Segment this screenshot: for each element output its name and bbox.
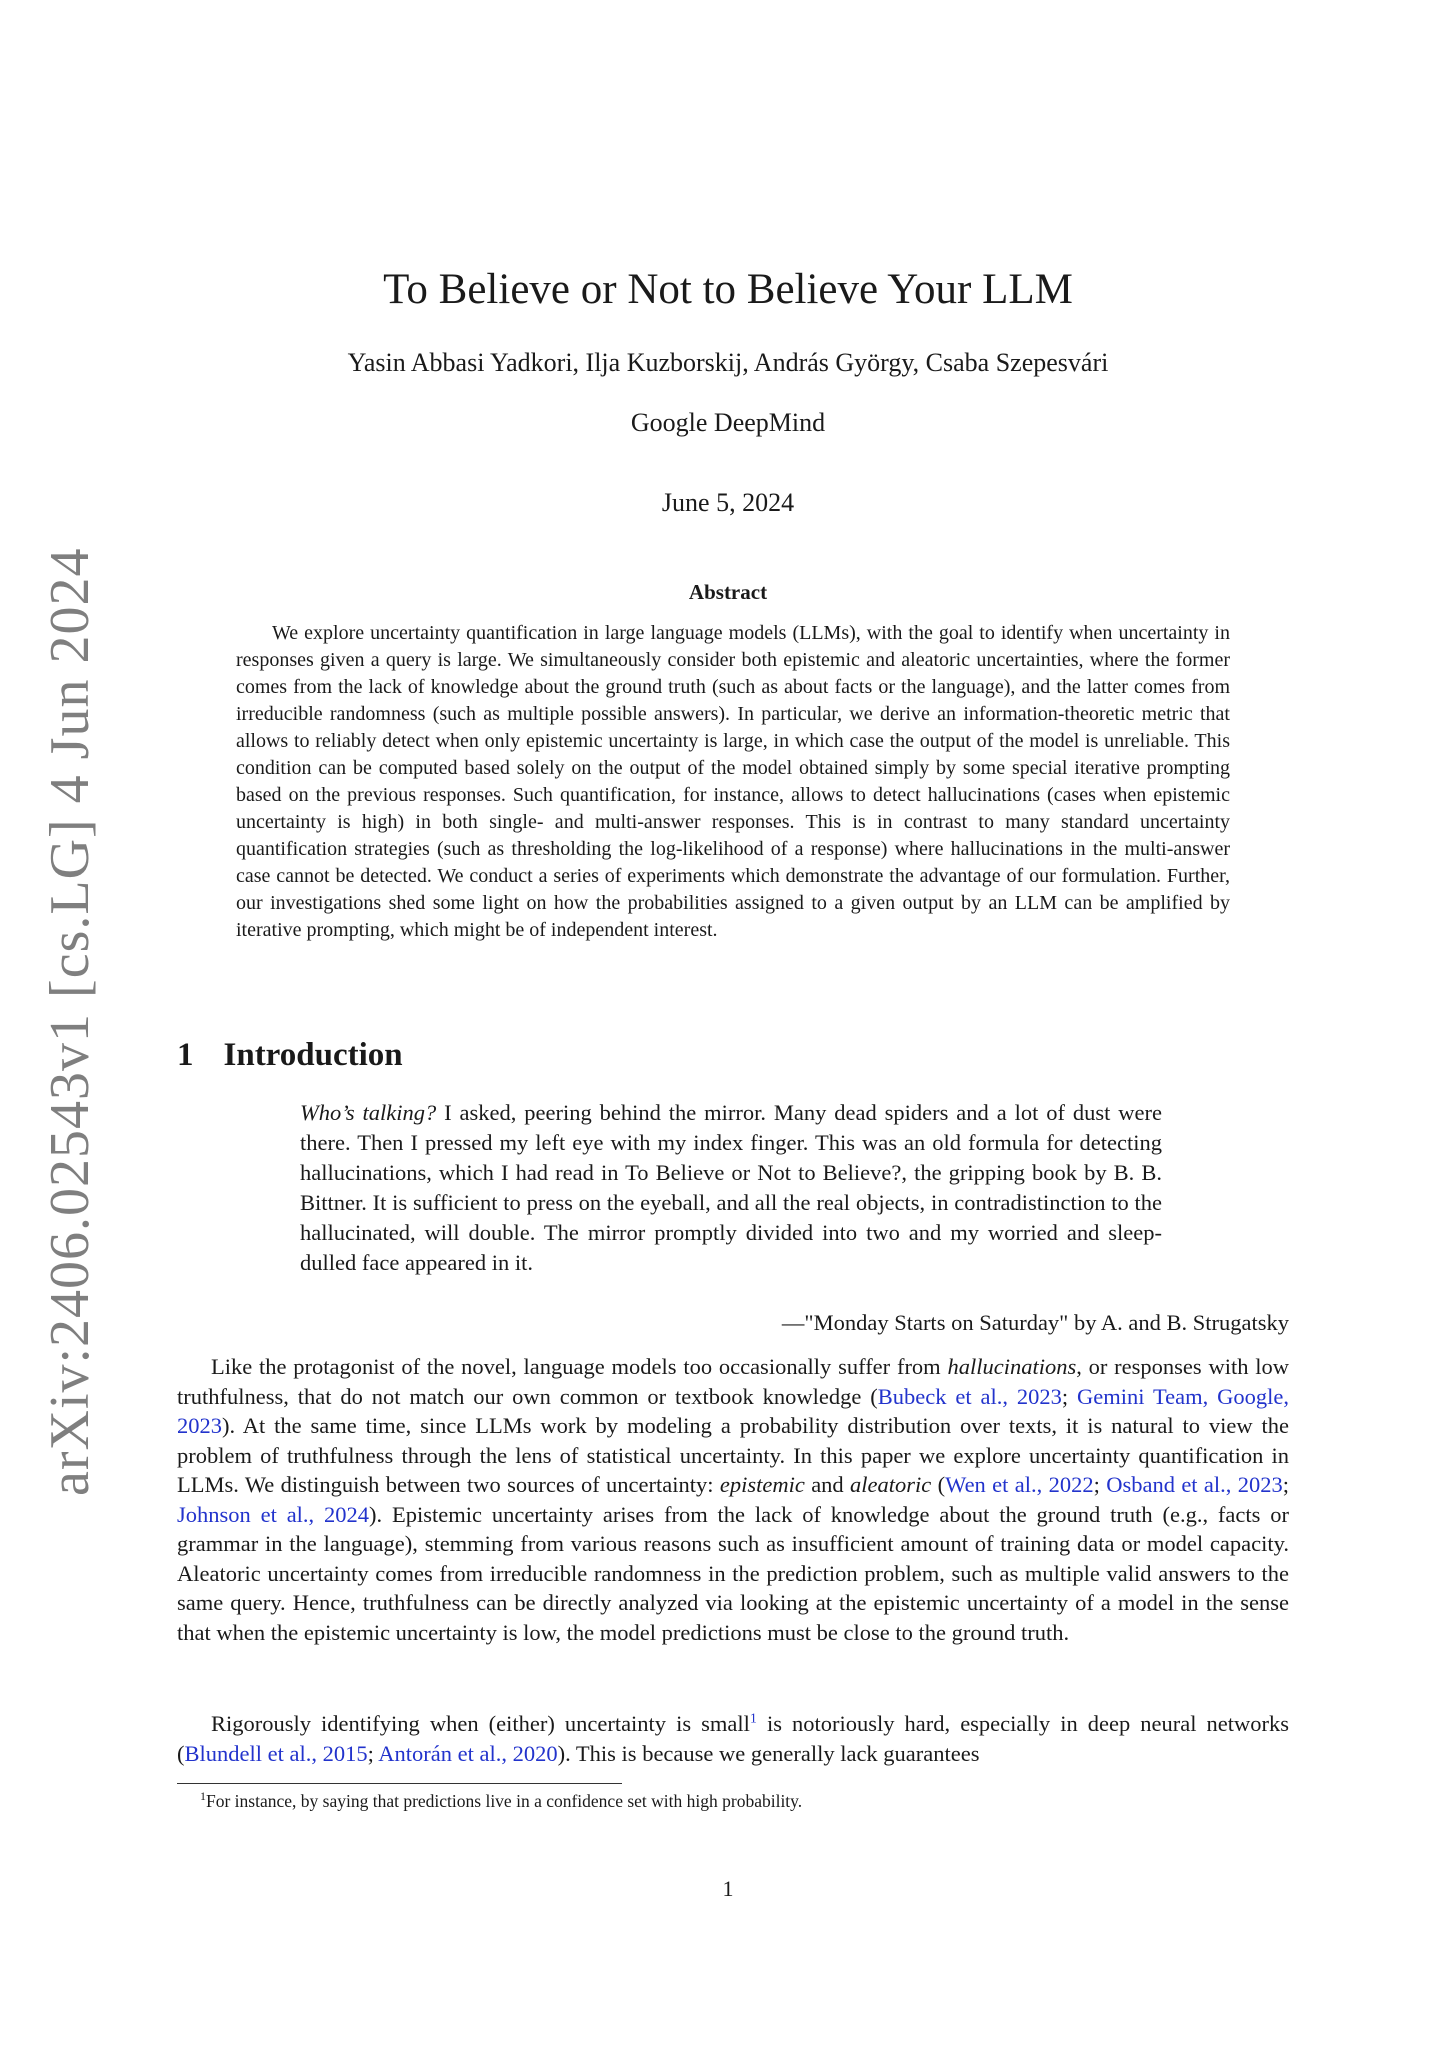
text-run: ). This is because we generally lack guarantees [557, 1740, 980, 1766]
text-run: ; [1282, 1472, 1290, 1497]
author-list: Yasin Abbasi Yadkori, Ilja Kuzborskij, András György, Csaba Szepesvári [347, 348, 1109, 377]
citation-link[interactable]: Gemini Team, Google, 2023 [177, 1383, 1289, 1438]
citation-link[interactable]: Johnson et al., 2024 [177, 1501, 370, 1527]
citation-link[interactable]: Wen et al., 2022 [945, 1472, 1094, 1497]
text-run: ; [1061, 1383, 1077, 1409]
intro-paragraph-2 [177, 1709, 1289, 1768]
epigraph-quote [300, 1098, 1162, 1278]
text-run: ). At the same time, since LLMs work by modeling a probability distribution over texts, it is natural to view the problem of truthfulness through the lens of statistical uncertainty. In this paper we explore uncertainty quantification in LLMs. We distinguish between two sources of uncertainty: [177, 1413, 1289, 1497]
citation-link[interactable]: Blundell et al., 2015 [184, 1740, 368, 1766]
abstract-heading: Abstract [688, 580, 768, 604]
text-run: , or responses with low truthfulness, that do not match our own common or textbook knowledge ( [177, 1354, 1289, 1409]
epigraph-attribution: —"Monday Starts on Saturday" by A. and B. Strugatsky [781, 1310, 1289, 1335]
epigraph-italic-lead: Who’s talking? [300, 1100, 437, 1125]
emphasis-aleatoric: aleatoric [850, 1472, 932, 1497]
arxiv-identifier-text: arXiv:2406.02543v1 [cs.LG] 4 Jun 2024 [39, 547, 101, 1496]
emphasis-epistemic: epistemic [719, 1472, 805, 1497]
section-number: 1 [177, 1037, 194, 1073]
epigraph-text: I asked, peering behind the mirror. Many dead spiders and a lot of dust were there. Then I pressed my left eye with my index finger. This was an old formula for detecting hallucinations, which I had read in To Believe or Not to Believe?, the gripping book by B. B. Bittner. It is sufficient to press on the eyeball, and all the real objects, in contradistinction to the hallucinated, will double. The mirror promptly divided into two and my worried and sleep-dulled face appeared in it. [300, 1100, 1162, 1275]
text-run: and [804, 1472, 851, 1497]
footnote [200, 1791, 802, 1812]
footnote-marker-link[interactable]: 1 [749, 1711, 757, 1727]
affiliation: Google DeepMind [630, 408, 826, 437]
text-run: ). Epistemic uncertainty arises from the lack of knowledge about the ground truth (e.g., facts or grammar in the language), stemming from various reasons such as insufficient amount of training data or model capacity. Aleatoric uncertainty comes from irreducible randomness in the prediction problem, such as multiple valid answers to the same query. Hence, truthfulness can be directly analyzed via looking at the epistemic uncertainty of a model in the sense that when the epistemic uncertainty is low, the model predictions must be close to the ground truth. [177, 1501, 1289, 1645]
emphasis-hallucinations: hallucinations [947, 1354, 1077, 1379]
section-heading-introduction [177, 1037, 403, 1074]
section-title: Introduction [223, 1037, 403, 1073]
citation-link[interactable]: Bubeck et al., 2023 [877, 1383, 1062, 1409]
text-run: ( [931, 1472, 946, 1497]
footnote-mark: 1 [200, 1789, 206, 1804]
paper-title: To Believe or Not to Believe Your LLM [383, 266, 1073, 313]
text-run: Rigorously identifying when (either) uncertainty is small [211, 1711, 750, 1736]
text-run: is notoriously hard, especially in deep neural networks ( [177, 1711, 1289, 1766]
text-run: ; [1093, 1472, 1107, 1497]
page-number: 1 [722, 1876, 734, 1901]
text-run: Like the protagonist of the novel, language models too occasionally suffer from [211, 1354, 948, 1379]
text-run: ; [367, 1740, 379, 1766]
footnote-divider [177, 1783, 622, 1784]
citation-link[interactable]: Osband et al., 2023 [1106, 1472, 1283, 1497]
citation-link[interactable]: Antorán et al., 2020 [378, 1740, 558, 1766]
abstract-text: We explore uncertainty quantification in large language models (LLMs), with the goal to identify when uncertainty in responses given a query is large. We simultaneously consider both epistemic and aleatoric uncertainties, where the former comes from the lack of knowledge about the ground truth (such as about facts or the language), and the latter comes from irreducible randomness (such as multiple possible answers). In particular, we derive an information-theoretic metric that allows to reliably detect when only epistemic uncertainty is large, in which case the output of the model is unreliable. This condition can be computed based solely on the output of the model obtained simply by some special iterative prompting based on the previous responses. Such quantification, for instance, allows to detect hallucinations (cases when epistemic uncertainty is high) in both single- and multi-answer responses. This is in contrast to many standard uncertainty quantification strategies (such as thresholding the log-likelihood of a response) where hallucinations in the multi-answer case cannot be detected. We conduct a series of experiments which demonstrate the advantage of our formulation. Further, our investigations shed some light on how the probabilities assigned to a given output by an LLM can be amplified by iterative prompting, which might be of independent interest. [236, 622, 1230, 941]
intro-paragraph-1 [177, 1352, 1289, 1647]
footnote-text: For instance, by saying that predictions live in a confidence set with high probability. [206, 1791, 803, 1811]
publication-date: June 5, 2024 [661, 488, 795, 517]
